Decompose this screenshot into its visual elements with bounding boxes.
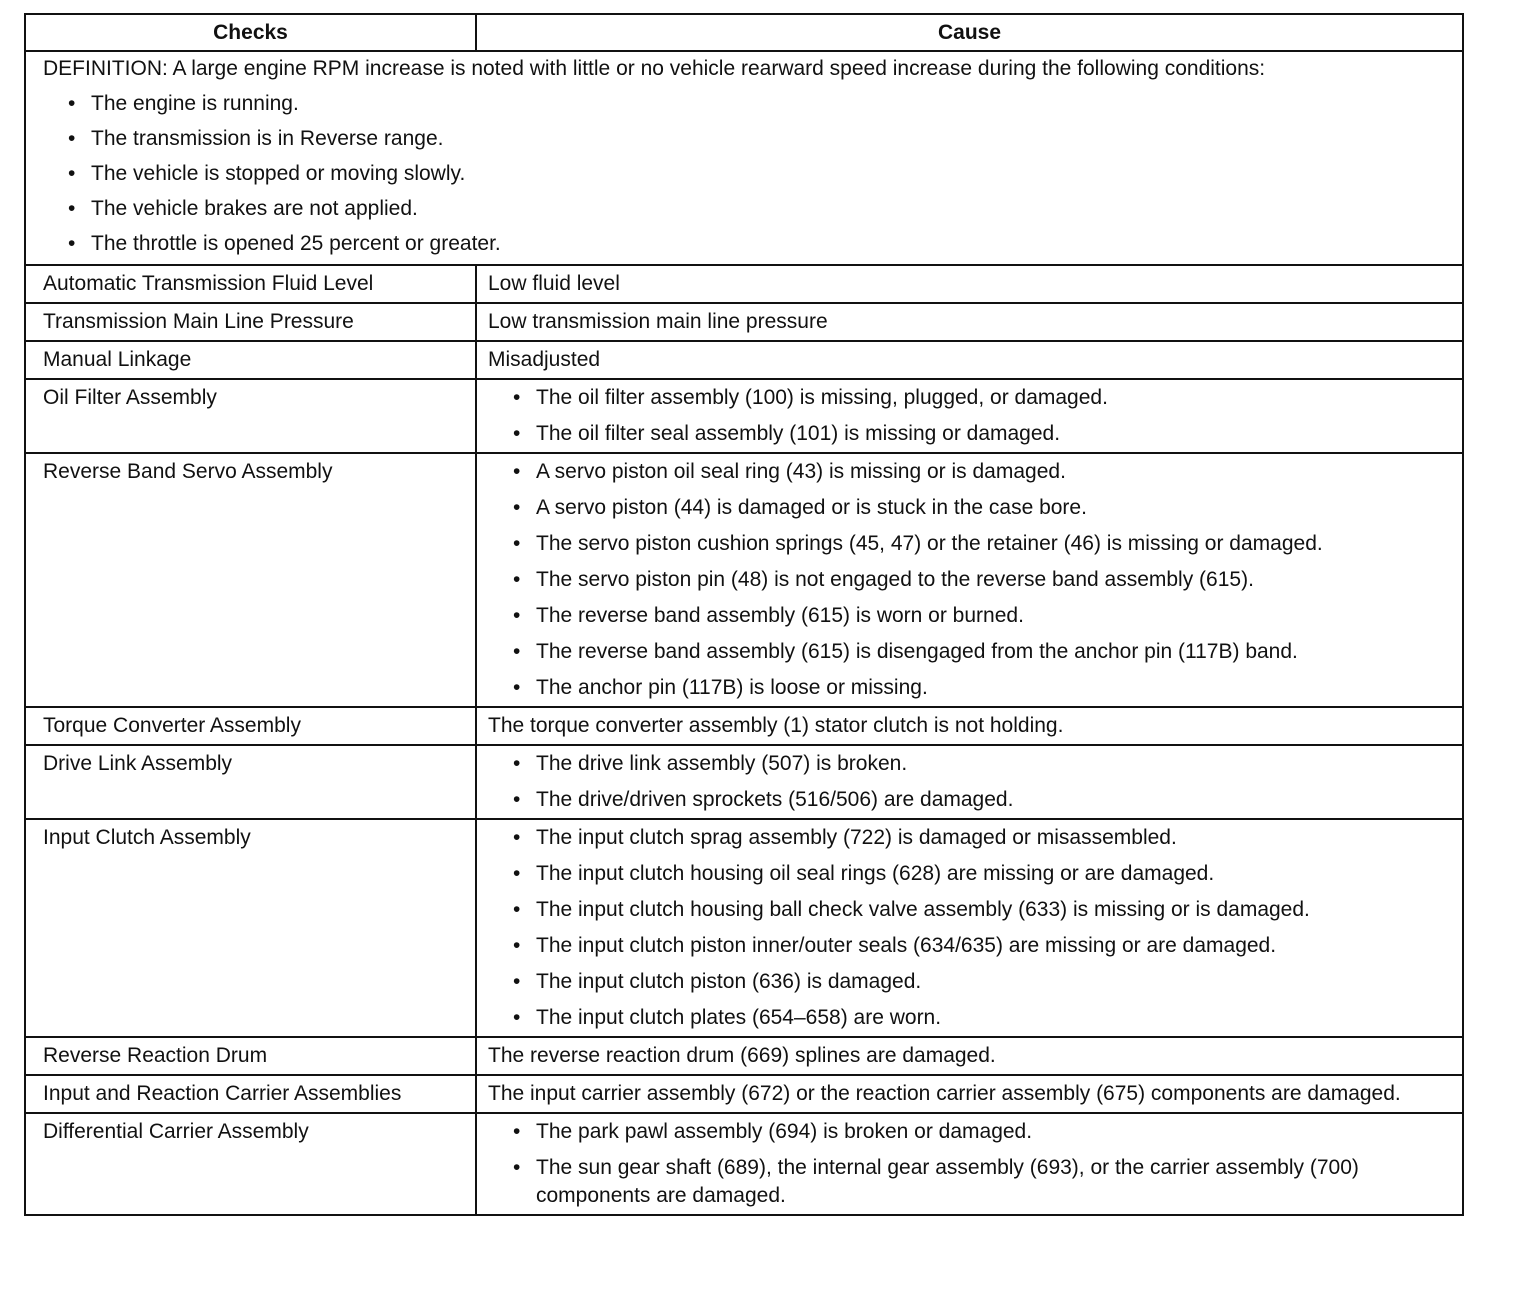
check-cell: Reverse Reaction Drum [25, 1037, 476, 1075]
cause-item: • The park pawl assembly (694) is broken or damaged. [488, 1118, 1452, 1146]
cause-item: • The servo piston cushion springs (45, 47) or the retainer (46) is missing or damaged. [488, 530, 1452, 558]
definition-cell [25, 51, 1463, 265]
bullet-icon: • [68, 127, 76, 150]
definition-row [25, 51, 1463, 265]
cause-list [488, 384, 1452, 448]
cause-list [488, 824, 1452, 1032]
bullet-icon: • [513, 788, 521, 811]
cause-item: • The oil filter seal assembly (101) is missing or damaged. [488, 420, 1452, 448]
cause-item: • The drive/driven sprockets (516/506) are damaged. [488, 786, 1452, 814]
cause-cell [476, 379, 1463, 453]
table-row [25, 819, 1463, 1037]
bullet-icon: • [513, 862, 521, 885]
cause-cell [476, 1113, 1463, 1215]
table-row [25, 1037, 1463, 1075]
check-cell: Automatic Transmission Fluid Level [25, 265, 476, 303]
cause-item: • The input clutch piston inner/outer seals (634/635) are missing or are damaged. [488, 932, 1452, 960]
cause-list [488, 458, 1452, 702]
table-row [25, 453, 1463, 707]
bullet-icon: • [513, 676, 521, 699]
check-cell: Reverse Band Servo Assembly [25, 453, 476, 707]
cause-item: • The input clutch piston (636) is damaged. [488, 968, 1452, 996]
cause-cell: The torque converter assembly (1) stator clutch is not holding. [476, 707, 1463, 745]
cause-cell [476, 745, 1463, 819]
diagnostic-table [24, 13, 1464, 1216]
bullet-icon: • [513, 640, 521, 663]
bullet-icon: • [68, 92, 76, 115]
cause-header: Cause [476, 14, 1463, 51]
cause-cell: The reverse reaction drum (669) splines are damaged. [476, 1037, 1463, 1075]
condition-list [43, 90, 1444, 258]
cause-cell: The input carrier assembly (672) or the reaction carrier assembly (675) components are damaged. [476, 1075, 1463, 1113]
condition-item: • The transmission is in Reverse range. [43, 125, 1444, 153]
cause-item: • A servo piston oil seal ring (43) is missing or is damaged. [488, 458, 1452, 486]
bullet-icon: • [513, 934, 521, 957]
check-cell: Drive Link Assembly [25, 745, 476, 819]
condition-item: • The throttle is opened 25 percent or greater. [43, 230, 1444, 258]
cause-item: • The input clutch plates (654–658) are worn. [488, 1004, 1452, 1032]
cause-item: • The input clutch housing ball check valve assembly (633) is missing or is damaged. [488, 896, 1452, 924]
check-cell: Differential Carrier Assembly [25, 1113, 476, 1215]
cause-item: • A servo piston (44) is damaged or is stuck in the case bore. [488, 494, 1452, 522]
bullet-icon: • [513, 898, 521, 921]
cause-cell: Misadjusted [476, 341, 1463, 379]
cause-item: • The servo piston pin (48) is not engaged to the reverse band assembly (615). [488, 566, 1452, 594]
bullet-icon: • [68, 197, 76, 220]
checks-header: Checks [25, 14, 476, 51]
bullet-icon: • [513, 386, 521, 409]
bullet-icon: • [513, 826, 521, 849]
condition-item: • The vehicle is stopped or moving slowly. [43, 160, 1444, 188]
cause-list [488, 1118, 1452, 1210]
check-cell: Transmission Main Line Pressure [25, 303, 476, 341]
cause-item: • The input clutch sprag assembly (722) is damaged or misassembled. [488, 824, 1452, 852]
check-cell: Torque Converter Assembly [25, 707, 476, 745]
table-row [25, 341, 1463, 379]
bullet-icon: • [513, 568, 521, 591]
cause-cell [476, 819, 1463, 1037]
check-cell: Input and Reaction Carrier Assemblies [25, 1075, 476, 1113]
cause-item: • The reverse band assembly (615) is worn or burned. [488, 602, 1452, 630]
bullet-icon: • [513, 460, 521, 483]
check-cell: Oil Filter Assembly [25, 379, 476, 453]
bullet-icon: • [513, 496, 521, 519]
definition-text: DEFINITION: A large engine RPM increase is noted with little or no vehicle rearward speed increase during the following conditions: [43, 57, 1266, 80]
cause-item: • The drive link assembly (507) is broken. [488, 750, 1452, 778]
table-row [25, 707, 1463, 745]
check-cell: Manual Linkage [25, 341, 476, 379]
bullet-icon: • [513, 604, 521, 627]
table-row [25, 1075, 1463, 1113]
condition-item: • The engine is running. [43, 90, 1444, 118]
bullet-icon: • [68, 162, 76, 185]
bullet-icon: • [513, 1156, 521, 1179]
cause-list [488, 750, 1452, 814]
cause-item: • The sun gear shaft (689), the internal gear assembly (693), or the carrier assembly (700) components are damaged. [513, 1156, 1359, 1207]
cause-item: • The anchor pin (117B) is loose or missing. [488, 674, 1452, 702]
bullet-icon: • [513, 532, 521, 555]
check-cell: Input Clutch Assembly [25, 819, 476, 1037]
table-row [25, 303, 1463, 341]
cause-item: • The reverse band assembly (615) is disengaged from the anchor pin (117B) band. [488, 638, 1452, 666]
condition-item: • The vehicle brakes are not applied. [43, 195, 1444, 223]
cause-cell: Low transmission main line pressure [476, 303, 1463, 341]
header-row [25, 14, 1463, 51]
table-row [25, 379, 1463, 453]
bullet-icon: • [513, 970, 521, 993]
bullet-icon: • [513, 1120, 521, 1143]
bullet-icon: • [513, 752, 521, 775]
cause-cell: Low fluid level [476, 265, 1463, 303]
bullet-icon: • [513, 1006, 521, 1029]
table-row [25, 745, 1463, 819]
table-row [25, 265, 1463, 303]
cause-item: • The oil filter assembly (100) is missing, plugged, or damaged. [488, 384, 1452, 412]
cause-item: • The input clutch housing oil seal rings (628) are missing or are damaged. [488, 860, 1452, 888]
cause-cell [476, 453, 1463, 707]
bullet-icon: • [513, 422, 521, 445]
table-row [25, 1113, 1463, 1215]
bullet-icon: • [68, 232, 76, 255]
